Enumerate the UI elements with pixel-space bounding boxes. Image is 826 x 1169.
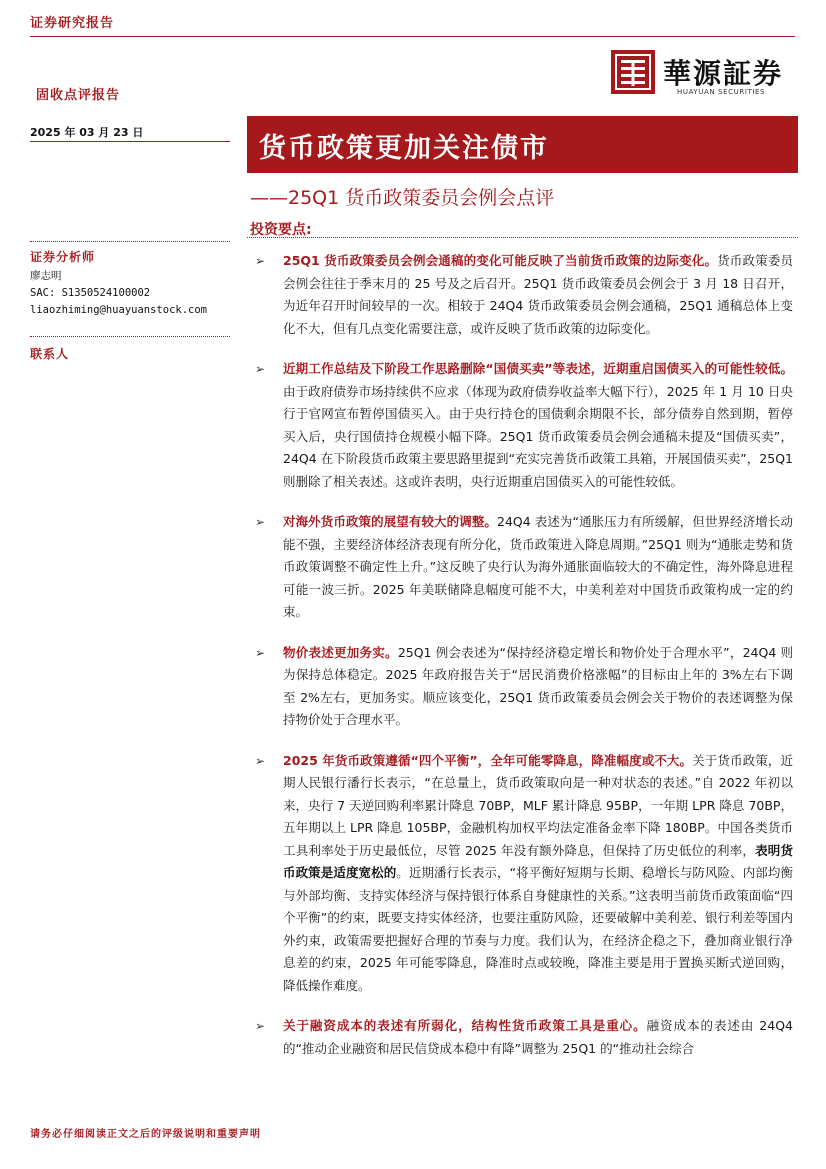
bullet-body: 融资成本的表述由 24Q4 的“推动企业融资和居民信贷成本稳中有降”调整为 25Q1 的“推动社会综合 xyxy=(283,1018,793,1056)
bullet-body: 关于货币政策，近期人民银行潘行长表示，“在总量上，货币政策取向是一种对状态的表述。”自 2022 年初以来，央行 7 天逆回购利率累计降息 70BP，MLF 累计降息 95BP，一年期 LPR 降息 70BP，五年期以上 LPR 降息 105BP，金融机构加权平均法定准备金率下降 180BP。中国各类货币工具利率处于历史最低位，尽管 2025 年没有额外降息，但保持了历史低位的利率， xyxy=(283,752,793,858)
bullet-lead: 25Q1 货币政策委员会例会通稿的变化可能反映了当前货币政策的边际变化。 xyxy=(283,253,718,268)
list-item xyxy=(255,358,793,493)
company-logo xyxy=(611,50,796,100)
title-banner xyxy=(247,116,798,173)
arrow-bullet-icon: ➢ xyxy=(255,645,266,660)
report-category: 证券研究报告 xyxy=(30,16,115,31)
bullet-body-continued: 。近期潘行长表示，“将平衡好短期与长期、稳增长与防风险、内部均衡与外部均衡、支持实体经济与保持银行体系自身健康性的关系。”这表明当前货币政策面临“四个平衡”的约束，既要支持实体经济，也要注重防风险，还要破解中美利差、银行利差等国内外约束，政策需要把握好合理的节奏与力度。我们认为，在经济企稳之下，叠加商业银行净息差的约束，2025 年可能零降息，降准时点或较晚，降准主要是用于置换买断式逆回购，降低操作难度。 xyxy=(283,865,793,993)
bullet-lead: 对海外货币政策的展望有较大的调整。 xyxy=(283,514,497,529)
contact-heading: 联系人 xyxy=(30,347,70,361)
list-item xyxy=(255,511,793,624)
arrow-bullet-icon: ➢ xyxy=(255,1019,266,1033)
huayuan-logo-icon xyxy=(611,50,655,94)
arrow-bullet-icon: ➢ xyxy=(255,753,266,768)
bullet-lead: 物价表述更加务实。 xyxy=(283,644,398,660)
arrow-bullet-icon: ➢ xyxy=(255,254,266,268)
page-title: 货币政策更加关注债市 xyxy=(259,133,549,164)
bullet-lead: 关于融资成本的表述有所弱化，结构性货币政策工具是重心。 xyxy=(283,1018,647,1033)
bullet-lead: 近期工作总结及下阶段工作思路删除“国债买卖”等表述，近期重启国债买入的可能性较低。 xyxy=(283,361,793,376)
logo-subtitle: HUAYUAN SECURITIES xyxy=(677,88,766,96)
analyst-heading: 证券分析师 xyxy=(30,250,96,264)
list-item xyxy=(255,1015,793,1060)
key-points-divider xyxy=(247,237,798,238)
sidebar-divider-contact xyxy=(30,336,230,337)
list-item xyxy=(255,642,793,732)
report-type: 固收点评报告 xyxy=(36,88,121,103)
bullet-body: 由于政府债券市场持续供不应求（体现为政府债券收益率大幅下行），2025 年 1 月 10 日央行于官网宣布暂停国债买入。由于央行持仓的国债剩余期限不长，部分债券自然到期，暂停买入后，央行国债持仓规模小幅下降。25Q1 货币政策委员会例会通稿未提及“国债买卖”，24Q4 在下阶段货币政策主要思路里提到“充实完善货币政策工具箱，开展国债买卖”，25Q1 则删除了相关表述。这或许表明，央行近期重启国债买入的可能性较低。 xyxy=(283,383,793,489)
date-divider xyxy=(30,141,230,142)
sidebar-divider-top xyxy=(30,241,230,242)
arrow-bullet-icon: ➢ xyxy=(255,515,266,529)
bullet-body: 货币政策委员会例会往往于季末月的 25 号及之后召开。25Q1 货币政策委员会例会于 3 月 18 日召开，为近年召开时间较早的一次。相较于 24Q4 货币政策委员会例会通稿，25Q1 通稿总体上变化不大，但有几点变化需要注意，或许反映了货币政策的边际变化。 xyxy=(283,253,793,336)
analyst-sac: SAC: S1350524100002 xyxy=(30,287,151,299)
arrow-bullet-icon: ➢ xyxy=(255,362,266,376)
bullet-emphasis: 表明货币政策是适度宽松的 xyxy=(283,842,793,880)
key-points-heading: 投资要点: xyxy=(250,222,312,238)
list-item xyxy=(255,750,793,998)
report-date: 2025 年 03 月 23 日 xyxy=(30,126,144,139)
key-points-list xyxy=(255,250,793,1078)
analyst-email[interactable]: liaozhiming@huayuanstock.com xyxy=(30,304,208,316)
bullet-body: 24Q4 表述为“通胀压力有所缓解，但世界经济增长动能不强，主要经济体经济表现有所分化，货币政策进入降息周期。”25Q1 则为“通胀走势和货币政策调整不确定性上升。”这反映了央行认为海外通胀面临较大的不确定性，海外降息进程可能一波三折。2025 年美联储降息幅度可能不大，中美利差对中国货币政策构成一定的约束。 xyxy=(283,514,793,619)
footer-disclaimer: 请务必仔细阅读正文之后的评级说明和重要声明 xyxy=(30,1129,261,1140)
logo-name: 華源証券 xyxy=(663,57,784,90)
page-subtitle: ——25Q1 货币政策委员会例会点评 xyxy=(250,187,555,209)
analyst-name: 廖志明 xyxy=(30,270,62,282)
bullet-body: 25Q1 例会表述为“保持经济稳定增长和物价处于合理水平”，24Q4 则为保持总体稳定。2025 年政府报告关于“居民消费价格涨幅”的目标由上年的 3%左右下调至 2%左右，更加务实。顺应该变化，25Q1 货币政策委员会例会关于物价的表述调整为保持物价处于合理水平。 xyxy=(283,644,793,727)
list-item xyxy=(255,250,793,340)
header-divider xyxy=(30,36,795,37)
bullet-lead: 2025 年货币政策遵循“四个平衡”，全年可能零降息，降准幅度或不大。 xyxy=(283,752,693,768)
